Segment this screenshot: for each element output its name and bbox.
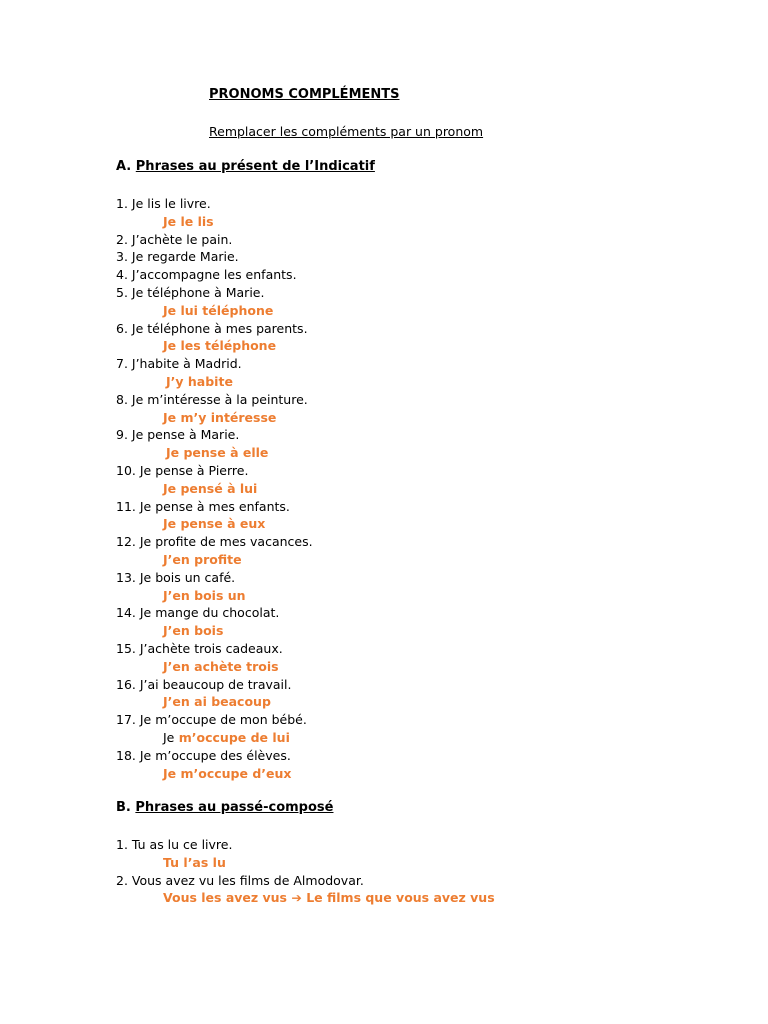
exercise-answer: J’y habite xyxy=(166,373,233,389)
section-b-prefix: B. xyxy=(116,800,131,815)
exercise-answer: Je lui téléphone xyxy=(163,302,274,318)
exercise-answer: J’en achète trois xyxy=(163,658,279,674)
exercise-question: 8. Je m’intéresse à la peinture. xyxy=(116,391,308,407)
exercise-question: 18. Je m’occupe des élèves. xyxy=(116,747,291,763)
exercise-answer: Je pense à eux xyxy=(163,516,266,532)
exercise-question: 9. Je pense à Marie. xyxy=(116,427,240,443)
section-a-title: Phrases au présent de l’Indicatif xyxy=(135,159,375,174)
exercise-question: 17. Je m’occupe de mon bébé. xyxy=(116,712,307,728)
exercise-answer: Tu l’as lu xyxy=(163,854,226,870)
exercise-answer: J’en profite xyxy=(163,551,242,567)
exercise-answer: J’en bois xyxy=(163,623,224,639)
section-a-heading xyxy=(116,159,375,174)
answer-text-extra: Le films que vous avez vus xyxy=(306,890,495,906)
exercise-question: 10. Je pense à Pierre. xyxy=(116,462,249,478)
exercise-question: 2. Vous avez vu les films de Almodovar. xyxy=(116,872,364,888)
section-b-title: Phrases au passé-composé xyxy=(135,800,334,815)
exercise-question: 13. Je bois un café. xyxy=(116,569,236,585)
exercise-question: 1. Tu as lu ce livre. xyxy=(116,837,233,852)
exercise-question: 3. Je regarde Marie. xyxy=(116,249,239,265)
exercise-answer: Je m’occupe d’eux xyxy=(163,765,292,781)
exercise-question: 5. Je téléphone à Marie. xyxy=(116,284,265,300)
exercise-question: 1. Je lis le livre. xyxy=(116,196,211,211)
exercise-answer: Je le lis xyxy=(163,213,214,229)
exercise-question: 6. Je téléphone à mes parents. xyxy=(116,320,308,336)
section-b-list xyxy=(116,836,716,907)
exercise-answer: J’en ai beacoup xyxy=(163,694,271,710)
exercise-answer: Je m’y intéresse xyxy=(163,409,277,425)
section-a-list xyxy=(116,195,716,782)
exercise-answer xyxy=(116,729,716,747)
exercise-question: 7. J’habite à Madrid. xyxy=(116,356,242,372)
exercise-question: 16. J’ai beaucoup de travail. xyxy=(116,676,292,692)
exercise-question: 15. J’achète trois cadeaux. xyxy=(116,640,283,656)
exercise-question: 14. Je mange du chocolat. xyxy=(116,605,280,621)
exercise-answer: Je pensé à lui xyxy=(163,480,258,496)
exercise-question: 2. J’achète le pain. xyxy=(116,231,233,247)
arrow-right-icon: ➔ xyxy=(291,890,302,906)
section-a-prefix: A. xyxy=(116,159,132,174)
exercise-answer: Je les téléphone xyxy=(163,338,277,354)
exercise-answer: Je pense à elle xyxy=(166,445,269,461)
page-subtitle: Remplacer les compléments par un pronom xyxy=(209,124,484,139)
exercise-question: 4. J’accompagne les enfants. xyxy=(116,267,297,283)
section-b-heading xyxy=(116,800,333,815)
answer-prefix: Je xyxy=(163,729,175,745)
exercise-answer: J’en bois un xyxy=(163,587,246,603)
answer-text: Vous les avez vus xyxy=(163,890,287,906)
exercise-answer xyxy=(116,889,716,907)
page-title: PRONOMS COMPLÉMENTS xyxy=(209,87,400,102)
answer-text: m’occupe de lui xyxy=(178,729,290,745)
exercise-question: 12. Je profite de mes vacances. xyxy=(116,534,313,550)
exercise-question: 11. Je pense à mes enfants. xyxy=(116,498,290,514)
